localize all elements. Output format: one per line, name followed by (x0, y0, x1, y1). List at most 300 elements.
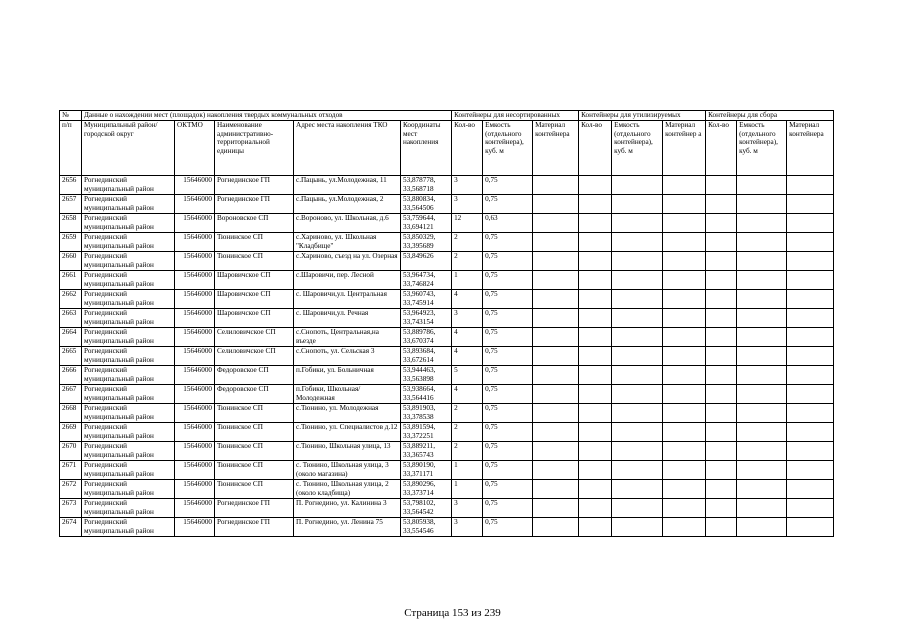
material-recyclable-cell (663, 290, 706, 309)
count-recyclable-cell (579, 233, 612, 252)
address-cell: с.Хариново, съезд на ул. Озерная (294, 252, 401, 271)
material-unsorted-cell (533, 309, 579, 328)
material-recyclable-cell (663, 271, 706, 290)
coords-cell (401, 233, 452, 252)
count-recyclable-cell (579, 423, 612, 442)
material-unsorted-cell (533, 195, 579, 214)
coords-lat: 53,798102, (403, 499, 436, 507)
table-row (60, 518, 834, 537)
coords-cell (401, 499, 452, 518)
material-collection-cell (787, 442, 834, 461)
material-recyclable-cell (663, 499, 706, 518)
count-collection-cell (706, 290, 737, 309)
district-cell: Рогнединский муниципальный район (82, 404, 175, 423)
table-row (60, 423, 834, 442)
capacity-recyclable-cell (612, 499, 663, 518)
row-number-cell: 2673 (60, 499, 82, 518)
capacity-collection-cell (737, 404, 787, 423)
material-unsorted-cell (533, 176, 579, 195)
capacity-unsorted-cell: 0,75 (483, 233, 533, 252)
capacity-collection-cell (737, 252, 787, 271)
material-unsorted-cell (533, 271, 579, 290)
row-number-cell: 2659 (60, 233, 82, 252)
capacity-recyclable-cell (612, 480, 663, 499)
address-cell: с. Шаровичи,ул. Речная (294, 309, 401, 328)
capacity-recyclable-cell (612, 195, 663, 214)
count-collection-cell (706, 252, 737, 271)
district-cell: Рогнединский муниципальный район (82, 195, 175, 214)
coords-cell (401, 442, 452, 461)
oktmo-cell: 15646000 (175, 442, 215, 461)
header-count-collection: Кол-во (706, 121, 737, 176)
capacity-collection-cell (737, 366, 787, 385)
count-unsorted-cell: 1 (452, 461, 483, 480)
count-recyclable-cell (579, 214, 612, 233)
coords-cell (401, 518, 452, 537)
coords-lon: 33,694121 (403, 222, 434, 231)
count-recyclable-cell (579, 461, 612, 480)
capacity-collection-cell (737, 233, 787, 252)
capacity-collection-cell (737, 309, 787, 328)
address-cell: с.Пацынь, ул.Молодежная, 11 (294, 176, 401, 195)
count-unsorted-cell: 3 (452, 518, 483, 537)
material-unsorted-cell (533, 290, 579, 309)
address-cell: П. Рогнедино, ул. Ленина 75 (294, 518, 401, 537)
oktmo-cell: 15646000 (175, 404, 215, 423)
coords-lon: 33,395689 (403, 241, 434, 250)
header-pp: п/п (60, 121, 82, 176)
district-cell: Рогнединский муниципальный район (82, 347, 175, 366)
district-cell: Рогнединский муниципальный район (82, 252, 175, 271)
count-recyclable-cell (579, 309, 612, 328)
coords-lat: 53,960743, (403, 290, 436, 298)
material-recyclable-cell (663, 233, 706, 252)
capacity-unsorted-cell: 0,75 (483, 499, 533, 518)
coords-lat: 53,890296, (403, 480, 436, 488)
header-district: Муниципальный район/городской округ (82, 121, 175, 176)
table-row (60, 252, 834, 271)
oktmo-cell: 15646000 (175, 423, 215, 442)
material-collection-cell (787, 347, 834, 366)
row-number-cell: 2668 (60, 404, 82, 423)
coords-lat: 53,891594, (403, 423, 436, 431)
coords-cell (401, 461, 452, 480)
address-cell: с.Тюнино, ул. Молодежная (294, 404, 401, 423)
address-cell: с.Снопоть, Центральная,на въезде (294, 328, 401, 347)
material-recyclable-cell (663, 328, 706, 347)
capacity-unsorted-cell: 0,75 (483, 195, 533, 214)
row-number-cell: 2657 (60, 195, 82, 214)
capacity-unsorted-cell: 0,75 (483, 518, 533, 537)
coords-lon: 33,746824 (403, 279, 434, 288)
table-row (60, 366, 834, 385)
count-collection-cell (706, 423, 737, 442)
oktmo-cell: 15646000 (175, 290, 215, 309)
capacity-collection-cell (737, 442, 787, 461)
oktmo-cell: 15646000 (175, 271, 215, 290)
coords-cell (401, 176, 452, 195)
header-admin-unit: Наименование административно-территориальной единицы (215, 121, 294, 176)
material-collection-cell (787, 404, 834, 423)
header-oktmo: ОКТМО (175, 121, 215, 176)
district-cell: Рогнединский муниципальный район (82, 423, 175, 442)
header-collection-group: Контейнеры для сбора (706, 111, 834, 121)
row-number-cell: 2664 (60, 328, 82, 347)
admin-unit-cell: Селиловичское СП (215, 328, 294, 347)
material-unsorted-cell (533, 214, 579, 233)
admin-unit-cell: Тюнинское СП (215, 442, 294, 461)
admin-unit-cell: Шаровичское СП (215, 309, 294, 328)
count-unsorted-cell: 3 (452, 176, 483, 195)
count-collection-cell (706, 499, 737, 518)
table-row (60, 214, 834, 233)
coords-lon: 33,568718 (403, 184, 434, 193)
count-recyclable-cell (579, 366, 612, 385)
material-recyclable-cell (663, 423, 706, 442)
material-collection-cell (787, 290, 834, 309)
capacity-collection-cell (737, 385, 787, 404)
coords-lon: 33,564416 (403, 393, 434, 402)
count-unsorted-cell: 1 (452, 480, 483, 499)
coords-lat: 53,964734, (403, 271, 436, 279)
header-material-recyclable: Материал контейнер а (663, 121, 706, 176)
coords-cell (401, 366, 452, 385)
material-recyclable-cell (663, 309, 706, 328)
count-collection-cell (706, 404, 737, 423)
capacity-unsorted-cell: 0,75 (483, 328, 533, 347)
count-recyclable-cell (579, 252, 612, 271)
row-number-cell: 2671 (60, 461, 82, 480)
admin-unit-cell: Рогнединское ГП (215, 195, 294, 214)
coords-lat: 53,759644, (403, 214, 436, 222)
coords-cell (401, 290, 452, 309)
coords-lon: 33,563898 (403, 374, 434, 383)
capacity-collection-cell (737, 461, 787, 480)
admin-unit-cell: Тюнинское СП (215, 252, 294, 271)
admin-unit-cell: Вороновское СП (215, 214, 294, 233)
coords-cell (401, 347, 452, 366)
table-row (60, 480, 834, 499)
capacity-recyclable-cell (612, 328, 663, 347)
material-unsorted-cell (533, 366, 579, 385)
coords-lon: 33,378538 (403, 412, 434, 421)
capacity-collection-cell (737, 214, 787, 233)
material-collection-cell (787, 366, 834, 385)
count-unsorted-cell: 12 (452, 214, 483, 233)
containers-table (59, 110, 834, 537)
district-cell: Рогнединский муниципальный район (82, 499, 175, 518)
count-recyclable-cell (579, 271, 612, 290)
capacity-collection-cell (737, 271, 787, 290)
district-cell: Рогнединский муниципальный район (82, 290, 175, 309)
header-material-collection: Материал контейнера (787, 121, 834, 176)
capacity-collection-cell (737, 480, 787, 499)
capacity-collection-cell (737, 499, 787, 518)
material-collection-cell (787, 214, 834, 233)
capacity-recyclable-cell (612, 461, 663, 480)
count-recyclable-cell (579, 518, 612, 537)
address-cell: с.Вороново, ул. Школьная, д.6 (294, 214, 401, 233)
row-number-cell: 2656 (60, 176, 82, 195)
material-collection-cell (787, 480, 834, 499)
material-recyclable-cell (663, 347, 706, 366)
admin-unit-cell: Тюнинское СП (215, 233, 294, 252)
count-unsorted-cell: 4 (452, 385, 483, 404)
coords-lon: 33,564506 (403, 203, 434, 212)
header-recyclable-group: Контейнеры для утилизируемых (579, 111, 706, 121)
admin-unit-cell: Федоровское СП (215, 366, 294, 385)
oktmo-cell: 15646000 (175, 252, 215, 271)
header-coords: Координаты мест накопления (401, 121, 452, 176)
table-row (60, 309, 834, 328)
capacity-collection-cell (737, 176, 787, 195)
material-recyclable-cell (663, 366, 706, 385)
material-unsorted-cell (533, 461, 579, 480)
count-recyclable-cell (579, 176, 612, 195)
coords-lat: 53,805938, (403, 518, 436, 526)
table-row (60, 347, 834, 366)
admin-unit-cell: Тюнинское СП (215, 480, 294, 499)
material-recyclable-cell (663, 480, 706, 499)
material-unsorted-cell (533, 480, 579, 499)
row-number-cell: 2672 (60, 480, 82, 499)
capacity-recyclable-cell (612, 214, 663, 233)
district-cell: Рогнединский муниципальный район (82, 233, 175, 252)
district-cell: Рогнединский муниципальный район (82, 328, 175, 347)
address-cell: с.Пацынь, ул.Молодежная, 2 (294, 195, 401, 214)
count-unsorted-cell: 2 (452, 423, 483, 442)
count-unsorted-cell: 3 (452, 195, 483, 214)
oktmo-cell: 15646000 (175, 461, 215, 480)
material-unsorted-cell (533, 252, 579, 271)
capacity-unsorted-cell: 0,75 (483, 366, 533, 385)
table-row (60, 328, 834, 347)
oktmo-cell: 15646000 (175, 480, 215, 499)
capacity-recyclable-cell (612, 442, 663, 461)
group-header-row (60, 111, 834, 121)
capacity-unsorted-cell: 0,75 (483, 176, 533, 195)
header-location-group: Данные о нахождении мест (площадок) накопления твердых коммунальных отходов (82, 111, 452, 121)
page-counter: Страница 153 из 239 (404, 607, 501, 619)
row-number-cell: 2670 (60, 442, 82, 461)
count-unsorted-cell: 1 (452, 271, 483, 290)
material-recyclable-cell (663, 461, 706, 480)
table-row (60, 404, 834, 423)
coords-lat: 53,878778, (403, 176, 436, 184)
coords-lat: 53,893684, (403, 347, 436, 355)
header-no: № (60, 111, 82, 121)
material-collection-cell (787, 309, 834, 328)
oktmo-cell: 15646000 (175, 347, 215, 366)
coords-lat: 53,944463, (403, 366, 436, 374)
row-number-cell: 2662 (60, 290, 82, 309)
material-recyclable-cell (663, 518, 706, 537)
oktmo-cell: 15646000 (175, 309, 215, 328)
address-cell: с.Хариново, ул. Школьная "Кладбище" (294, 233, 401, 252)
coords-cell (401, 271, 452, 290)
capacity-recyclable-cell (612, 233, 663, 252)
count-collection-cell (706, 461, 737, 480)
count-unsorted-cell: 4 (452, 290, 483, 309)
oktmo-cell: 15646000 (175, 195, 215, 214)
admin-unit-cell: Селиловичское СП (215, 347, 294, 366)
district-cell: Рогнединский муниципальный район (82, 271, 175, 290)
material-collection-cell (787, 252, 834, 271)
address-cell: с.Снопоть, ул. Сельская 3 (294, 347, 401, 366)
capacity-collection-cell (737, 290, 787, 309)
coords-lat: 53,889211, (403, 442, 436, 450)
count-unsorted-cell: 5 (452, 366, 483, 385)
header-count-recyclable: Кол-во (579, 121, 612, 176)
material-recyclable-cell (663, 252, 706, 271)
admin-unit-cell: Тюнинское СП (215, 423, 294, 442)
oktmo-cell: 15646000 (175, 385, 215, 404)
count-collection-cell (706, 233, 737, 252)
capacity-collection-cell (737, 423, 787, 442)
capacity-recyclable-cell (612, 366, 663, 385)
address-cell: с.Шаровичи, пер. Лесной (294, 271, 401, 290)
coords-lon: 33,672614 (403, 355, 434, 364)
row-number-cell: 2658 (60, 214, 82, 233)
admin-unit-cell: Рогнединское ГП (215, 518, 294, 537)
coords-lon: 33,372251 (403, 431, 434, 440)
row-number-cell: 2663 (60, 309, 82, 328)
row-number-cell: 2665 (60, 347, 82, 366)
admin-unit-cell: Шаровичское СП (215, 290, 294, 309)
address-cell: п.Гобики, ул. Больничная (294, 366, 401, 385)
admin-unit-cell: Тюнинское СП (215, 461, 294, 480)
count-recyclable-cell (579, 385, 612, 404)
header-capacity-unsorted: Емкость (отдельного контейнера), куб. м (483, 121, 533, 176)
count-recyclable-cell (579, 499, 612, 518)
admin-unit-cell: Рогнединское ГП (215, 499, 294, 518)
capacity-unsorted-cell: 0,75 (483, 442, 533, 461)
coords-lat: 53,891903, (403, 404, 436, 412)
district-cell: Рогнединский муниципальный район (82, 480, 175, 499)
coords-lon: 33,554546 (403, 526, 434, 535)
district-cell: Рогнединский муниципальный район (82, 442, 175, 461)
row-number-cell: 2669 (60, 423, 82, 442)
material-collection-cell (787, 271, 834, 290)
coords-lat: 53,889786, (403, 328, 436, 336)
district-cell: Рогнединский муниципальный район (82, 518, 175, 537)
row-number-cell: 2666 (60, 366, 82, 385)
material-unsorted-cell (533, 233, 579, 252)
material-recyclable-cell (663, 385, 706, 404)
material-collection-cell (787, 518, 834, 537)
capacity-recyclable-cell (612, 271, 663, 290)
table-row (60, 195, 834, 214)
material-collection-cell (787, 233, 834, 252)
oktmo-cell: 15646000 (175, 499, 215, 518)
material-unsorted-cell (533, 499, 579, 518)
table-body (60, 176, 834, 537)
coords-lon: 33,564542 (403, 507, 434, 516)
header-capacity-recyclable: Емкость (отдельного контейнера), куб. м (612, 121, 663, 176)
header-unsorted-group: Контейнеры для несортированных (452, 111, 579, 121)
count-collection-cell (706, 271, 737, 290)
material-unsorted-cell (533, 385, 579, 404)
capacity-recyclable-cell (612, 423, 663, 442)
material-unsorted-cell (533, 347, 579, 366)
table-row (60, 461, 834, 480)
header-count-unsorted: Кол-во (452, 121, 483, 176)
capacity-recyclable-cell (612, 252, 663, 271)
count-collection-cell (706, 309, 737, 328)
coords-lon: 33,670374 (403, 336, 434, 345)
capacity-recyclable-cell (612, 347, 663, 366)
capacity-unsorted-cell: 0,75 (483, 252, 533, 271)
address-cell: с. Тюнино, Школьная улица, 2 (около кладбища) (294, 480, 401, 499)
row-number-cell: 2674 (60, 518, 82, 537)
capacity-recyclable-cell (612, 309, 663, 328)
table-row (60, 290, 834, 309)
coords-lon: 33,365743 (403, 450, 434, 459)
address-cell: с.Тюнино, Школьная улица, 13 (294, 442, 401, 461)
material-collection-cell (787, 328, 834, 347)
address-cell: п.Гобики, Школьная/Молодежная (294, 385, 401, 404)
count-recyclable-cell (579, 480, 612, 499)
count-recyclable-cell (579, 195, 612, 214)
count-collection-cell (706, 328, 737, 347)
material-unsorted-cell (533, 442, 579, 461)
capacity-recyclable-cell (612, 385, 663, 404)
capacity-collection-cell (737, 195, 787, 214)
coords-cell (401, 214, 452, 233)
coords-lon: 33,371171 (403, 469, 434, 478)
count-unsorted-cell: 2 (452, 404, 483, 423)
material-collection-cell (787, 423, 834, 442)
coords-lat: 53,850329, (403, 233, 436, 241)
header-address: Адрес места накопления ТКО (294, 121, 401, 176)
coords-cell (401, 309, 452, 328)
oktmo-cell: 15646000 (175, 366, 215, 385)
capacity-unsorted-cell: 0,75 (483, 423, 533, 442)
district-cell: Рогнединский муниципальный район (82, 385, 175, 404)
material-recyclable-cell (663, 404, 706, 423)
coords-lat: 53,849626 (403, 252, 434, 260)
count-collection-cell (706, 480, 737, 499)
count-recyclable-cell (579, 404, 612, 423)
capacity-unsorted-cell: 0,75 (483, 480, 533, 499)
table-row (60, 385, 834, 404)
table-row (60, 233, 834, 252)
district-cell: Рогнединский муниципальный район (82, 214, 175, 233)
material-unsorted-cell (533, 404, 579, 423)
count-collection-cell (706, 347, 737, 366)
table-row (60, 442, 834, 461)
material-collection-cell (787, 176, 834, 195)
oktmo-cell: 15646000 (175, 214, 215, 233)
material-collection-cell (787, 195, 834, 214)
oktmo-cell: 15646000 (175, 233, 215, 252)
oktmo-cell: 15646000 (175, 518, 215, 537)
capacity-unsorted-cell: 0,75 (483, 290, 533, 309)
capacity-unsorted-cell: 0,75 (483, 309, 533, 328)
table-row (60, 176, 834, 195)
capacity-unsorted-cell: 0,75 (483, 461, 533, 480)
coords-cell (401, 328, 452, 347)
material-collection-cell (787, 461, 834, 480)
count-unsorted-cell: 2 (452, 233, 483, 252)
count-unsorted-cell: 4 (452, 347, 483, 366)
material-recyclable-cell (663, 442, 706, 461)
capacity-collection-cell (737, 328, 787, 347)
count-unsorted-cell: 4 (452, 328, 483, 347)
material-unsorted-cell (533, 518, 579, 537)
capacity-unsorted-cell: 0,75 (483, 347, 533, 366)
count-recyclable-cell (579, 347, 612, 366)
